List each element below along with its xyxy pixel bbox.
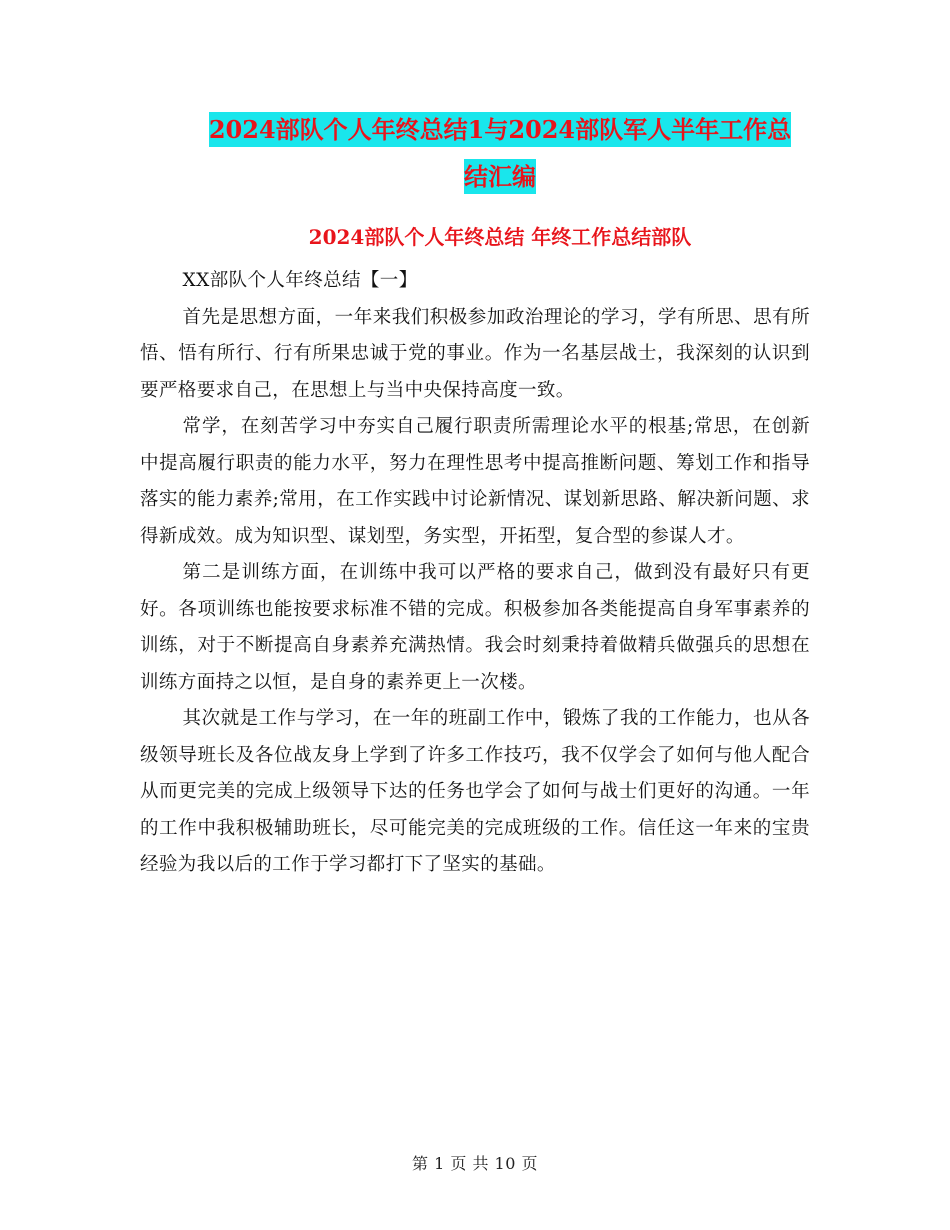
section-subtitle: 2024部队个人年终总结 年终工作总结部队 <box>308 225 692 249</box>
document-body <box>140 263 810 884</box>
document-title <box>140 106 860 200</box>
paragraph: 常学，在刻苦学习中夯实自己履行职责所需理论水平的根基;常思，在创新中提高履行职责的能力水平，努力在理性思考中提高推断问题、筹划工作和指导落实的能力素养;常用，在工作实践中讨论新情况、谋划新思路、解决新问题、求得新成效。成为知识型、谋划型，务实型，开拓型，复合型的参谋人才。 <box>140 416 810 547</box>
title-line-1: 2024部队个人年终总结1与2024部队军人半年工作总 <box>209 112 791 147</box>
title-line-2: 结汇编 <box>464 159 536 194</box>
paragraph: 第二是训练方面，在训练中我可以严格的要求自己，做到没有最好只有更好。各项训练也能按要求标准不错的完成。积极参加各类能提高自身军事素养的训练，对于不断提高自身素养充满热情。我会时刻秉持着做精兵做强兵的思想在训练方面持之以恒，是自身的素养更上一次楼。 <box>140 562 810 693</box>
paragraph-heading: XX部队个人年终总结【一】 <box>182 270 418 291</box>
paragraph: 其次就是工作与学习，在一年的班副工作中，锻炼了我的工作能力，也从各级领导班长及各位战友身上学到了许多工作技巧，我不仅学会了如何与他人配合从而更完美的完成上级领导下达的任务也学会了如何与战士们更好的沟通。一年的工作中我积极辅助班长，尽可能完美的完成班级的工作。信任这一年来的宝贵经验为我以后的工作于学习都打下了坚实的基础。 <box>140 708 810 875</box>
paragraph: 首先是思想方面，一年来我们积极参加政治理论的学习，学有所思、思有所悟、悟有所行、行有所果忠诚于党的事业。作为一名基层战士，我深刻的认识到要严格要求自己，在思想上与当中央保持高度一致。 <box>140 306 810 401</box>
page-footer: 第 1 页 共 10 页 <box>412 1154 538 1173</box>
